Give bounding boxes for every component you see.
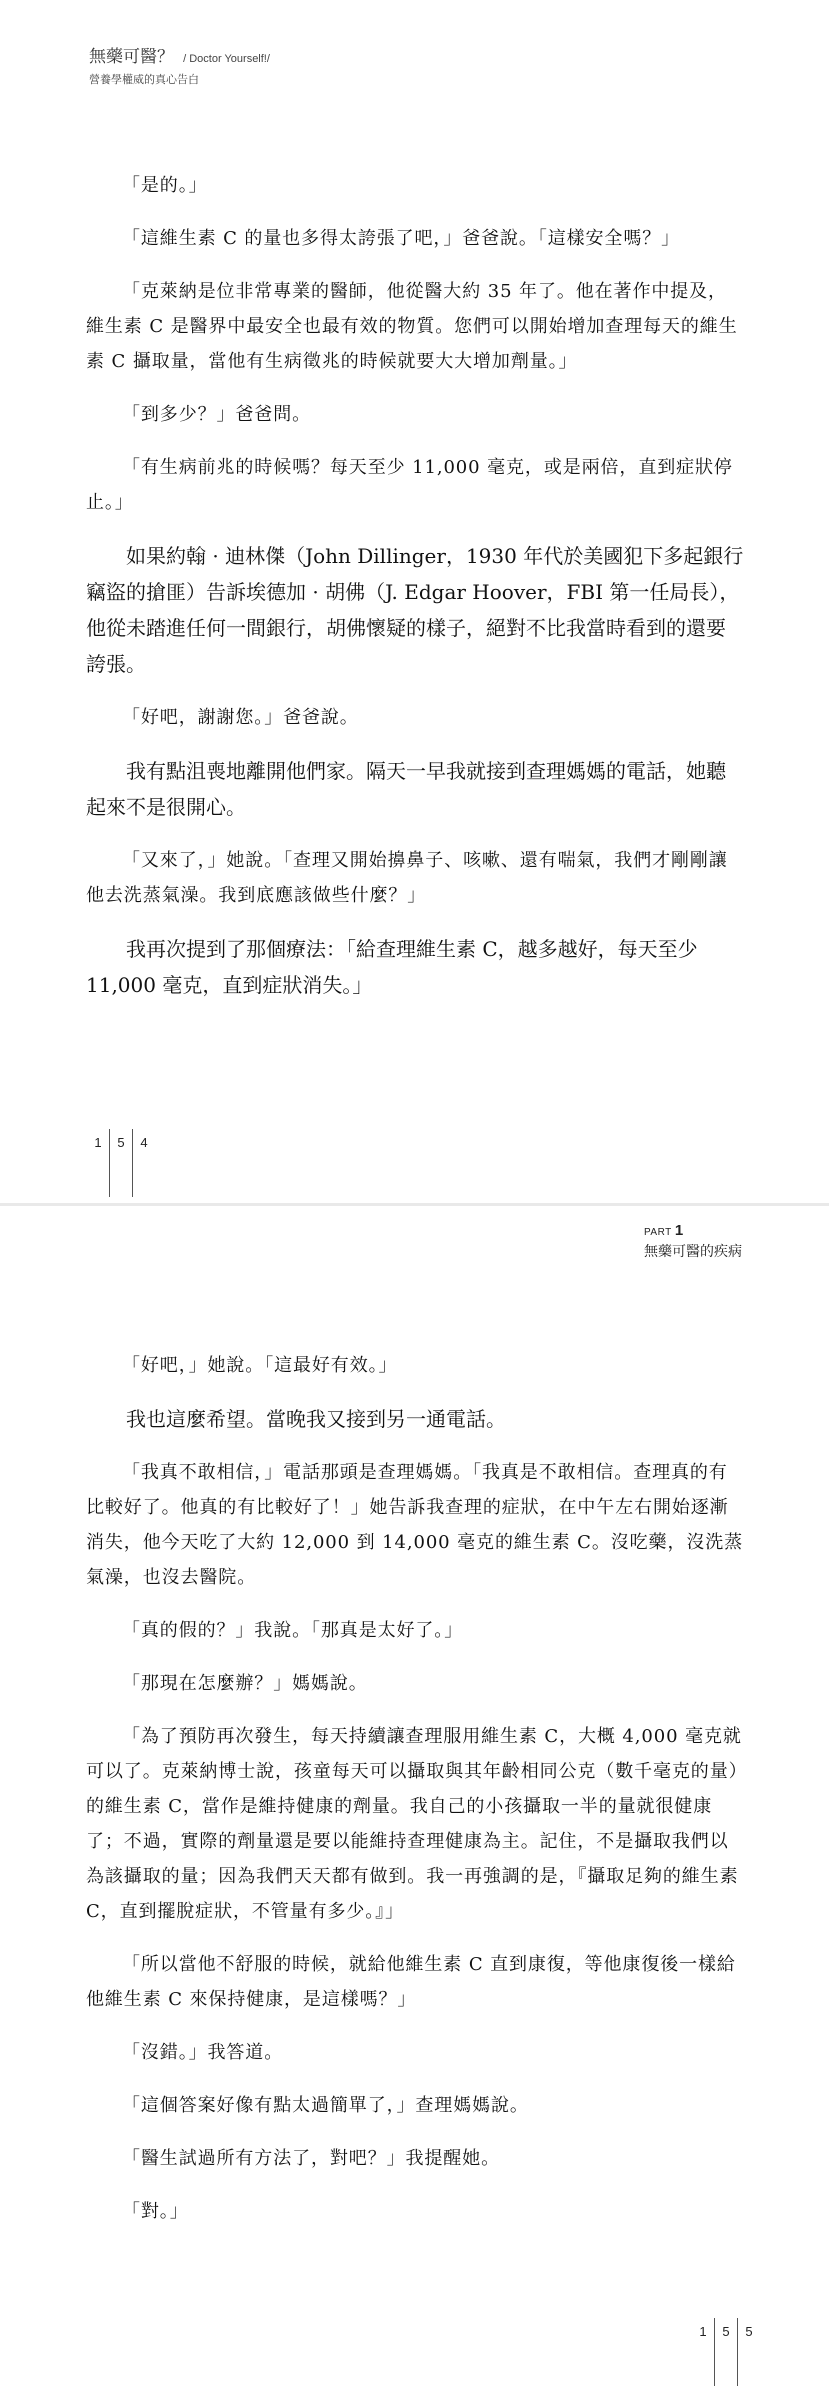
- paragraph: 「這維生素 C 的量也多得太誇張了吧，」爸爸說。「這樣安全嗎？」: [122, 228, 681, 249]
- page-number-digit: 5: [117, 1135, 125, 1150]
- page-number-digit: 5: [745, 2324, 753, 2339]
- book-page-155: [0, 1206, 829, 2396]
- page-number-digit: 1: [699, 2324, 707, 2339]
- paragraph: 「那現在怎麼辦？」媽媽說。: [122, 1673, 368, 1694]
- paragraph: 我也這麼希望。當晚我又接到另一通電話。: [126, 1407, 506, 1431]
- paragraph: 「真的假的？」我說。「那真是太好了。」: [122, 1620, 464, 1641]
- paragraph: 「好吧，謝謝您。」爸爸說。: [122, 707, 359, 728]
- paragraph: 「為了預防再次發生，每天持續讓查理服用維生素 C，大概 4,000 毫克就可以了。克萊納博士說，孩童每天可以攝取與其年齡相同公克（數千毫克的量）的維生素 C，當作是維持健康的劑量。我自己的小孩攝取一半的量就很健康了；不過，實際的劑量還是要以能維持查理健康為主。記住，不是攝取我們以為該攝取的量；因為我們天天都有做到。我一再強調的是，『攝取足夠的維生素 C，直到擺脫症狀，不管量有多少。』」: [86, 1726, 742, 1922]
- book-title: 無藥可醫？: [89, 47, 174, 67]
- part-number: 1: [674, 1222, 684, 1239]
- paragraph: 「好吧，」她說。「這最好有效。」: [122, 1355, 398, 1376]
- page-number-digit: 5: [722, 2324, 730, 2339]
- paragraph: 我有點沮喪地離開他們家。隔天一早我就接到查理媽媽的電話，她聽起來不是很開心。: [86, 759, 726, 819]
- paragraph: 「我真不敢相信，」電話那頭是查理媽媽。「我真是不敢相信。查理真的有比較好了。他真的有比較好了！」她告訴我查理的症狀，在中午左右開始逐漸消失，他今天吃了大約 12,000 到 14,000 毫克的維生素 C。沒吃藥，沒洗蒸氣澡，也沒去醫院。: [86, 1462, 744, 1588]
- chapter-title: 無藥可醫的疾病: [644, 1244, 742, 1260]
- paragraph: 「這個答案好像有點太過簡單了，」查理媽媽說。: [122, 2095, 529, 2116]
- page-body: [86, 168, 744, 1003]
- book-subtitle: 營養學權威的真心告白: [89, 73, 199, 86]
- page-number-digit: 4: [140, 1135, 148, 1150]
- paragraph: 如果約翰 · 迪林傑（John Dillinger，1930 年代於美國犯下多起銀行竊盜的搶匪）告訴埃德加 · 胡佛（J. Edgar Hoover，FBI 第一任局長），他從未踏進任何一間銀行，胡佛懷疑的樣子，絕對不比我當時看到的還要誇張。: [86, 544, 744, 676]
- part-label: [644, 1222, 742, 1239]
- paragraph: 「克萊納是位非常專業的醫師，他從醫大約 35 年了。他在著作中提及，維生素 C 是醫界中最安全也最有效的物質。您們可以開始增加查理每天的維生素 C 攝取量，當他有生病徵兆的時候就要大大增加劑量。」: [86, 281, 738, 372]
- paragraph: 「醫生試過所有方法了，對吧？」我提醒她。: [122, 2148, 500, 2169]
- paragraph: 我再次提到了那個療法：「給查理維生素 C，越多越好，每天至少 11,000 毫克，直到症狀消失。」: [86, 937, 698, 997]
- page-body: [86, 1348, 744, 2229]
- paragraph: 「對。」: [122, 2201, 189, 2222]
- paragraph: 「沒錯。」我答道。: [122, 2042, 284, 2063]
- part-label-text: PART: [644, 1227, 672, 1238]
- paragraph: 「到多少？」爸爸問。: [122, 404, 311, 425]
- book-title-english: / Doctor Yourself!/: [183, 53, 270, 65]
- paragraph: 「又來了，」她說。「查理又開始擤鼻子、咳嗽、還有喘氣，我們才剛剛讓他去洗蒸氣澡。我到底應該做些什麼？」: [86, 850, 728, 906]
- page-number-digit: 1: [94, 1135, 102, 1150]
- paragraph: 「所以當他不舒服的時候，就給他維生素 C 直到康復，等他康復後一樣給他維生素 C 來保持健康，是這樣嗎？」: [86, 1954, 736, 2010]
- running-header: [644, 1222, 742, 1261]
- running-header: [89, 42, 270, 87]
- paragraph: 「有生病前兆的時候嗎？每天至少 11,000 毫克，或是兩倍，直到症狀停止。」: [86, 457, 733, 513]
- page-number: [87, 1135, 155, 1197]
- paragraph: 「是的。」: [122, 175, 208, 196]
- page-number: [692, 2324, 760, 2386]
